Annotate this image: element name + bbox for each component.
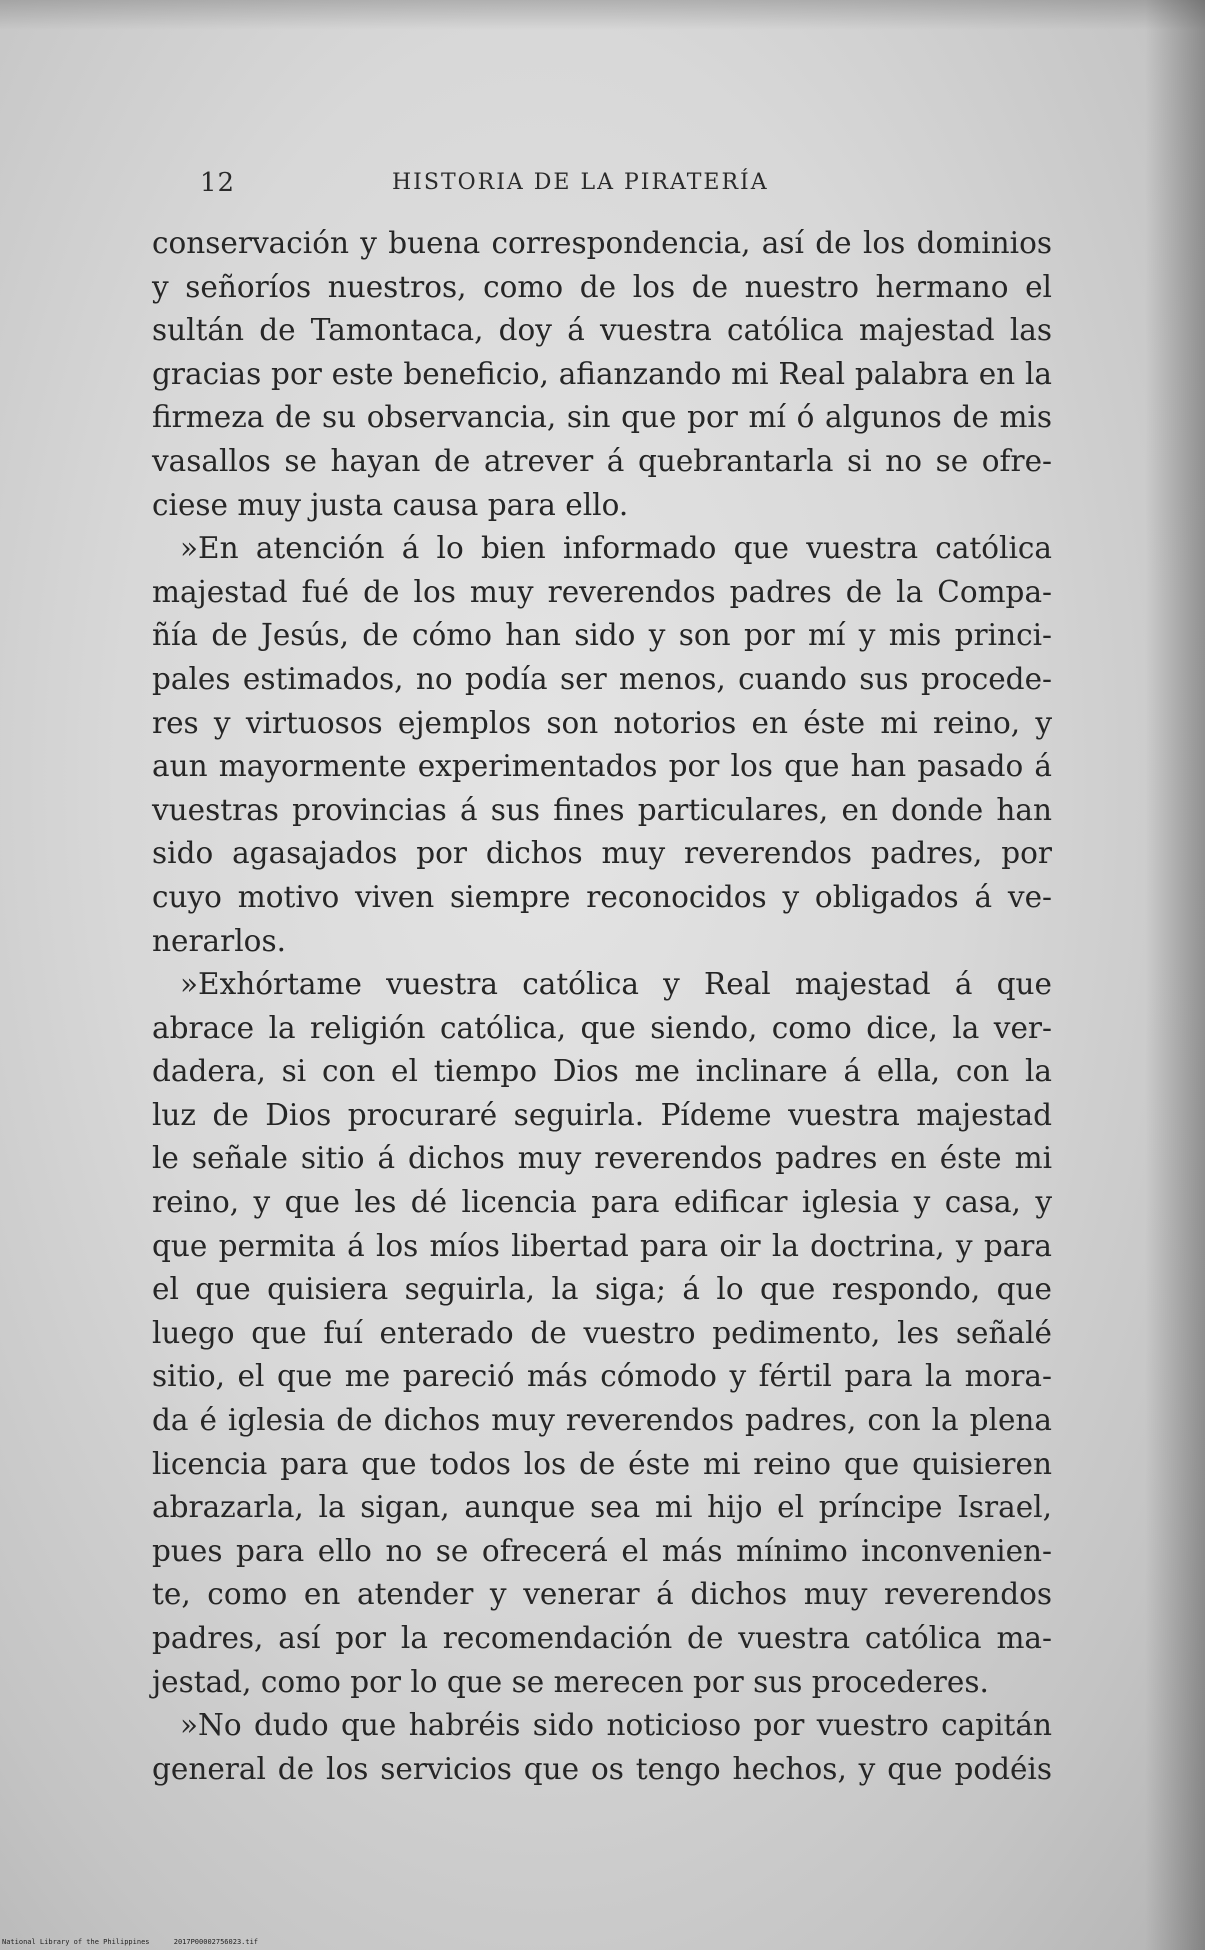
file-id: 2017P00002756023.tif	[173, 1938, 259, 1946]
page-header	[200, 168, 810, 204]
text-line: reino, y que les dé licencia para edificar iglesia y casa, y	[152, 1185, 1052, 1220]
text-line: »Exhórtame vuestra católica y Real majestad á que	[180, 967, 1052, 1002]
text-line: y señoríos nuestros, como de los de nuestro hermano el	[152, 269, 1052, 304]
text-line: vuestras provincias á sus fines particulares, en donde han	[152, 792, 1052, 827]
text-line: te, como en atender y venerar á dichos muy reverendos	[152, 1577, 1052, 1612]
text-line: pales estimados, no podía ser menos, cuando sus procede-	[152, 661, 1052, 696]
text-line: conservación y buena correspondencia, así de los dominios	[152, 226, 1052, 260]
body-text	[152, 222, 1052, 1791]
text-line: sultán de Tamontaca, doy á vuestra católica majestad las	[152, 313, 1052, 348]
text-line: sido agasajados por dichos muy reverendos padres, por	[152, 836, 1052, 871]
text-line: que permita á los míos libertad para oir la doctrina, y para	[152, 1228, 1052, 1263]
text-line: majestad fué de los muy reverendos padres de la Compa-	[152, 574, 1052, 609]
text-line: »No dudo que habréis sido noticioso por vuestro capitán	[180, 1708, 1052, 1743]
text-line: gracias por este beneficio, afianzando mi Real palabra en la	[152, 356, 1052, 391]
text-line: padres, así por la recomendación de vuestra católica ma-	[152, 1621, 1052, 1655]
text-line: ñía de Jesús, de cómo han sido y son por mí y mis princi-	[152, 618, 1052, 653]
text-line: cuyo motivo viven siempre reconocidos y obligados á ve-	[152, 879, 1052, 914]
running-head: HISTORIA DE LA PIRATERÍA	[392, 170, 769, 195]
text-line: sitio, el que me pareció más cómodo y fértil para la mora-	[152, 1359, 1052, 1394]
text-line: le señale sitio á dichos muy reverendos padres en éste mi	[152, 1141, 1052, 1176]
text-line: vasallos se hayan de atrever á quebrantarla si no se ofre-	[152, 443, 1052, 478]
right-edge-shadow	[1145, 0, 1205, 1950]
page-number: 12	[200, 168, 236, 198]
text-line: abrazarla, la sigan, aunque sea mi hijo el príncipe Israel,	[152, 1490, 1052, 1525]
text-line: general de los servicios que os tengo hechos, y que podéis	[152, 1751, 1052, 1786]
text-line: luz de Dios procuraré seguirla. Pídeme vuestra majestad	[152, 1097, 1052, 1132]
text-line: »En atención á lo bien informado que vuestra católica	[180, 531, 1052, 566]
text-line: luego que fuí enterado de vuestro pedimento, les señalé	[152, 1315, 1052, 1350]
library-credit: National Library of the Philippines	[2, 1938, 150, 1946]
text-line: aun mayormente experimentados por los que han pasado á	[152, 749, 1052, 784]
text-line: nerarlos.	[152, 923, 286, 958]
text-line: licencia para que todos los de éste mi reino que quisieren	[152, 1446, 1052, 1481]
text-line: res y virtuosos ejemplos son notorios en éste mi reino, y	[152, 705, 1052, 740]
text-line: abrace la religión católica, que siendo, como dice, la ver-	[152, 1010, 1052, 1045]
text-line: el que quisiera seguirla, la siga; á lo que respondo, que	[152, 1272, 1052, 1307]
text-line: ciese muy justa causa para ello.	[152, 487, 629, 522]
text-line: da é iglesia de dichos muy reverendos padres, con la plena	[152, 1403, 1052, 1438]
text-line: pues para ello no se ofrecerá el más mínimo inconvenien-	[152, 1533, 1052, 1568]
scan-credit	[2, 1938, 278, 1946]
text-line: dadera, si con el tiempo Dios me inclinare á ella, con la	[152, 1054, 1052, 1089]
text-line: jestad, como por lo que se merecen por sus procederes.	[152, 1664, 989, 1699]
top-shadow	[0, 0, 1205, 30]
text-line: firmeza de su observancia, sin que por mí ó algunos de mis	[152, 400, 1052, 435]
